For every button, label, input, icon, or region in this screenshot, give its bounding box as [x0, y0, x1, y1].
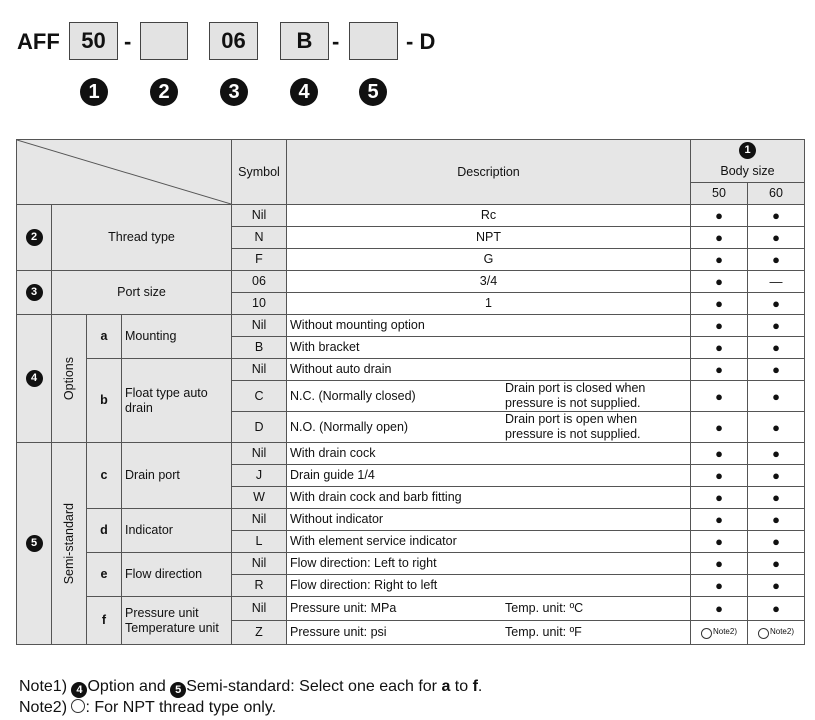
description-note: Drain port is closed when pressure is not supplied.: [505, 381, 646, 410]
marker-1-icon: 1: [80, 78, 108, 106]
group-marker-cell: [17, 315, 52, 443]
symbol-cell: Nil: [232, 597, 287, 621]
availability-mark: ●: [748, 509, 805, 531]
semi-standard-box: [349, 22, 398, 60]
availability-mark: ●: [748, 293, 805, 315]
marker-5-icon: 5: [170, 682, 186, 698]
table-row: [17, 443, 805, 465]
table-row: [17, 509, 805, 531]
size-50-header: 50: [691, 183, 748, 205]
availability-mark: ●: [748, 465, 805, 487]
subgroup-label-cell: [122, 597, 232, 645]
open-circle-icon: [71, 699, 85, 713]
description-cell: G: [287, 249, 691, 271]
marker-4-icon: 4: [290, 78, 318, 106]
group-marker-cell: [17, 443, 52, 645]
table-row: [17, 359, 805, 381]
availability-mark: ●: [691, 553, 748, 575]
note-ref: Note2): [769, 627, 794, 636]
description-cell: With element service indicator: [287, 531, 691, 553]
size-60-header: 60: [748, 183, 805, 205]
group-label: Thread type: [52, 205, 232, 271]
marker-1-icon: 1: [739, 142, 756, 159]
open-circle-icon: [758, 628, 769, 639]
symbol-cell: 06: [232, 271, 287, 293]
description-cell: With drain cock: [287, 443, 691, 465]
marker-4-icon: 4: [26, 370, 43, 387]
availability-mark: ●: [691, 315, 748, 337]
availability-mark: ●: [748, 412, 805, 443]
symbol-header: Symbol: [232, 140, 287, 205]
availability-mark: ●: [748, 575, 805, 597]
symbol-cell: W: [232, 487, 287, 509]
availability-mark: ●: [691, 509, 748, 531]
symbol-cell: J: [232, 465, 287, 487]
note-ref: Note2): [712, 627, 737, 636]
note-2: [19, 698, 482, 718]
notes: [19, 677, 482, 718]
description-text: N.C. (Normally closed): [290, 388, 416, 403]
description-note: Drain port is open when pressure is not supplied.: [505, 412, 641, 441]
availability-mark: ●: [748, 443, 805, 465]
symbol-cell: Nil: [232, 315, 287, 337]
model-code: [0, 22, 815, 62]
marker-5-icon: 5: [26, 535, 43, 552]
availability-mark: ●: [691, 465, 748, 487]
description-cell: Without indicator: [287, 509, 691, 531]
marker-2-icon: 2: [26, 229, 43, 246]
symbol-cell: Nil: [232, 205, 287, 227]
subgroup-letter: a: [87, 315, 122, 359]
body-size-marker-cell: [691, 140, 805, 162]
description-text: Pressure unit: psi: [290, 625, 387, 639]
description-text: N.O. (Normally open): [290, 419, 409, 434]
description-cell: [287, 381, 691, 412]
availability-mark: ●: [748, 205, 805, 227]
semi-standard-label: Semi-standard: [61, 502, 76, 585]
subgroup-letter: d: [87, 509, 122, 553]
subgroup-letter: c: [87, 443, 122, 509]
availability-mark: ●: [748, 597, 805, 621]
body-size-box: 50: [69, 22, 118, 60]
note-text: to: [450, 678, 473, 695]
header-corner: [17, 140, 232, 205]
availability-mark: ●: [691, 443, 748, 465]
subgroup-label: Float type auto drain: [122, 359, 232, 443]
description-cell: [287, 621, 691, 645]
subgroup-label: Indicator: [122, 509, 232, 553]
table-row: [17, 205, 805, 227]
symbol-cell: Nil: [232, 443, 287, 465]
note-letter: f: [472, 678, 478, 695]
availability-mark: ●: [691, 293, 748, 315]
description-cell: 1: [287, 293, 691, 315]
description-header: Description: [287, 140, 691, 205]
note-label: Note1): [19, 678, 72, 695]
description-cell: Without auto drain: [287, 359, 691, 381]
group-marker-cell: [17, 271, 52, 315]
description-cell: Without mounting option: [287, 315, 691, 337]
description-cell: With drain cock and barb fitting: [287, 487, 691, 509]
availability-mark: ●: [691, 381, 748, 412]
description-note: Temp. unit: ºF: [505, 625, 582, 639]
symbol-cell: R: [232, 575, 287, 597]
description-cell: 3/4: [287, 271, 691, 293]
description-cell: [287, 597, 691, 621]
availability-mark: ●: [691, 205, 748, 227]
availability-mark: ●: [691, 227, 748, 249]
symbol-cell: Nil: [232, 359, 287, 381]
symbol-cell: Nil: [232, 509, 287, 531]
options-label-cell: [52, 315, 87, 443]
marker-2-icon: 2: [150, 78, 178, 106]
subgroup-label: Flow direction: [122, 553, 232, 597]
code-dash: -: [124, 29, 132, 54]
thread-type-box: [140, 22, 188, 60]
description-cell: NPT: [287, 227, 691, 249]
code-dash: -: [332, 29, 340, 54]
description-cell: With bracket: [287, 337, 691, 359]
marker-4-icon: 4: [71, 682, 87, 698]
table-row: [17, 315, 805, 337]
options-label: Options: [61, 356, 76, 401]
group-marker-cell: [17, 205, 52, 271]
availability-mark: ●: [748, 553, 805, 575]
availability-mark: ●: [691, 597, 748, 621]
availability-mark: —: [748, 271, 805, 293]
description-cell: Drain guide 1/4: [287, 465, 691, 487]
availability-mark: ●: [748, 227, 805, 249]
description-cell: Flow direction: Right to left: [287, 575, 691, 597]
availability-mark: ●: [748, 249, 805, 271]
marker-3-icon: 3: [220, 78, 248, 106]
symbol-cell: L: [232, 531, 287, 553]
table-row: [17, 597, 805, 621]
subgroup-letter: e: [87, 553, 122, 597]
description-cell: [287, 412, 691, 443]
symbol-cell: C: [232, 381, 287, 412]
group-label: Port size: [52, 271, 232, 315]
symbol-cell: F: [232, 249, 287, 271]
availability-note-cell: [748, 621, 805, 645]
availability-mark: ●: [691, 487, 748, 509]
symbol-cell: Z: [232, 621, 287, 645]
symbol-cell: Nil: [232, 553, 287, 575]
marker-5-icon: 5: [359, 78, 387, 106]
subgroup-label: Pressure unit: [125, 605, 199, 620]
availability-mark: ●: [691, 575, 748, 597]
body-size-header: Body size: [691, 161, 805, 183]
marker-3-icon: 3: [26, 284, 43, 301]
description-text: Pressure unit: MPa: [290, 601, 397, 615]
symbol-cell: D: [232, 412, 287, 443]
note-label: Note2): [19, 699, 72, 716]
symbol-cell: 10: [232, 293, 287, 315]
note-letter: a: [441, 678, 451, 695]
note-text: .: [477, 678, 483, 695]
subgroup-label: Temperature unit: [125, 620, 219, 635]
availability-mark: ●: [748, 381, 805, 412]
note-1: [19, 677, 482, 698]
open-circle-icon: [701, 628, 712, 639]
availability-mark: ●: [748, 315, 805, 337]
availability-mark: ●: [748, 531, 805, 553]
subgroup-letter: f: [87, 597, 122, 645]
symbol-cell: B: [232, 337, 287, 359]
table-row: [17, 271, 805, 293]
availability-mark: ●: [691, 359, 748, 381]
availability-note-cell: [691, 621, 748, 645]
availability-mark: ●: [691, 271, 748, 293]
description-note: Temp. unit: ºC: [505, 601, 584, 615]
availability-mark: ●: [691, 337, 748, 359]
spec-table: [16, 139, 805, 645]
semi-standard-label-cell: [52, 443, 87, 645]
availability-mark: ●: [691, 412, 748, 443]
symbol-cell: N: [232, 227, 287, 249]
availability-mark: ●: [748, 359, 805, 381]
description-cell: Flow direction: Left to right: [287, 553, 691, 575]
availability-mark: ●: [691, 249, 748, 271]
subgroup-label: Drain port: [122, 443, 232, 509]
model-suffix: - D: [406, 29, 436, 54]
model-prefix: AFF: [17, 29, 60, 54]
note-text: : For NPT thread type only.: [85, 699, 277, 716]
subgroup-label: Mounting: [122, 315, 232, 359]
subgroup-letter: b: [87, 359, 122, 443]
options-box: B: [280, 22, 329, 60]
port-size-box: 06: [209, 22, 258, 60]
description-cell: Rc: [287, 205, 691, 227]
table-row: [17, 553, 805, 575]
note-text: Option and: [87, 678, 171, 695]
availability-mark: ●: [691, 531, 748, 553]
availability-mark: ●: [748, 487, 805, 509]
note-text: Semi-standard: Select one each for: [186, 678, 442, 695]
availability-mark: ●: [748, 337, 805, 359]
